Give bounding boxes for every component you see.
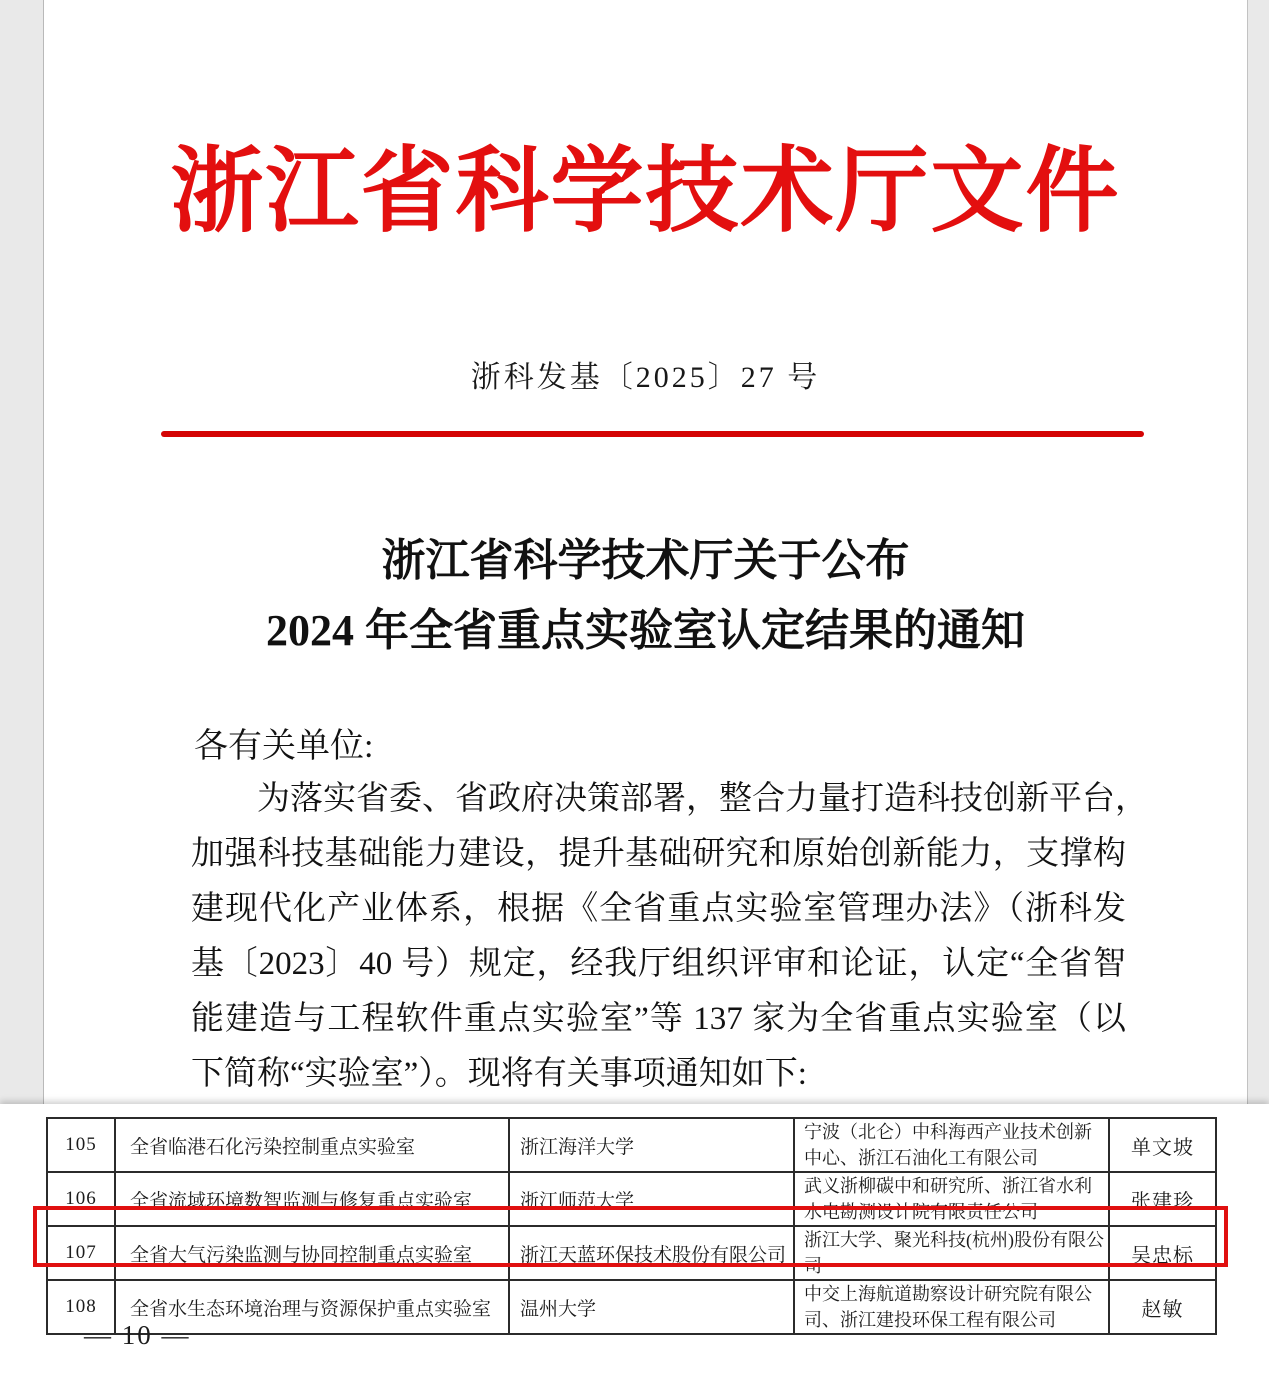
- red-divider-rule: [161, 431, 1144, 437]
- body-line: 为落实省委、省政府决策部署，整合力量打造科技创新平台，: [257, 781, 1148, 817]
- cell-host-unit: 浙江天蓝环保技术股份有限公司: [509, 1226, 794, 1280]
- cell-row-number: 108: [47, 1280, 115, 1334]
- cell-director: 单文坡: [1109, 1118, 1216, 1172]
- laboratory-table-section: [0, 1104, 1269, 1386]
- notice-title-line1: 浙江省科学技术厅关于公布: [381, 536, 910, 585]
- body-line: 下简称“实验室”）。现将有关事项通知如下:: [191, 1056, 807, 1092]
- cell-partner-units: 宁波（北仑）中科海西产业技术创新中心、浙江石油化工有限公司: [794, 1118, 1109, 1172]
- cell-row-number: 107: [47, 1226, 115, 1280]
- cell-lab-name: 全省大气污染监测与协同控制重点实验室: [115, 1226, 509, 1280]
- cell-lab-name: 全省流域环境数智监测与修复重点实验室: [115, 1172, 509, 1226]
- body-line: 建现代化产业体系，根据《全省重点实验室管理办法》（浙科发: [191, 891, 1126, 927]
- cell-director: 张建珍: [1109, 1172, 1216, 1226]
- table-row: [47, 1172, 1216, 1226]
- cell-host-unit: 浙江海洋大学: [509, 1118, 794, 1172]
- body-line: 能建造与工程软件重点实验室”等 137 家为全省重点实验室（以: [191, 1001, 1126, 1037]
- table-row: [47, 1280, 1216, 1334]
- cell-partner-units: 武义浙柳碳中和研究所、浙江省水利水电勘测设计院有限责任公司: [794, 1172, 1109, 1226]
- body-line: 基〔2023〕40 号）规定，经我厅组织评审和论证，认定“全省智: [191, 946, 1126, 982]
- page-number: — 10 —: [84, 1320, 191, 1350]
- scanned-document-page: [43, 0, 1248, 1104]
- notice-title-line2: 2024 年全省重点实验室认定结果的通知: [266, 606, 1025, 655]
- cell-lab-name: 全省水生态环境治理与资源保护重点实验室: [115, 1280, 509, 1334]
- cell-row-number: 106: [47, 1172, 115, 1226]
- body-paragraph: [191, 772, 1148, 1102]
- cell-lab-name: 全省临港石化污染控制重点实验室: [115, 1118, 509, 1172]
- cell-partner-units: 浙江大学、聚光科技(杭州)股份有限公司: [794, 1226, 1109, 1280]
- cell-host-unit: 浙江师范大学: [509, 1172, 794, 1226]
- laboratory-result-table: [46, 1117, 1217, 1335]
- table-row: [47, 1118, 1216, 1172]
- document-header-title: 浙江省科学技术厅文件: [170, 141, 1121, 244]
- salutation: 各有关单位:: [194, 728, 374, 765]
- cell-partner-units: 中交上海航道勘察设计研究院有限公司、浙江建投环保工程有限公司: [794, 1280, 1109, 1334]
- cell-director: 吴忠标: [1109, 1226, 1216, 1280]
- body-line: 加强科技基础能力建设，提升基础研究和原始创新能力，支撑构: [191, 836, 1126, 872]
- document-number: 浙科发基〔2025〕27 号: [470, 361, 821, 394]
- cell-director: 赵敏: [1109, 1280, 1216, 1334]
- table-row-highlighted: [47, 1226, 1216, 1280]
- cell-host-unit: 温州大学: [509, 1280, 794, 1334]
- cell-row-number: 105: [47, 1118, 115, 1172]
